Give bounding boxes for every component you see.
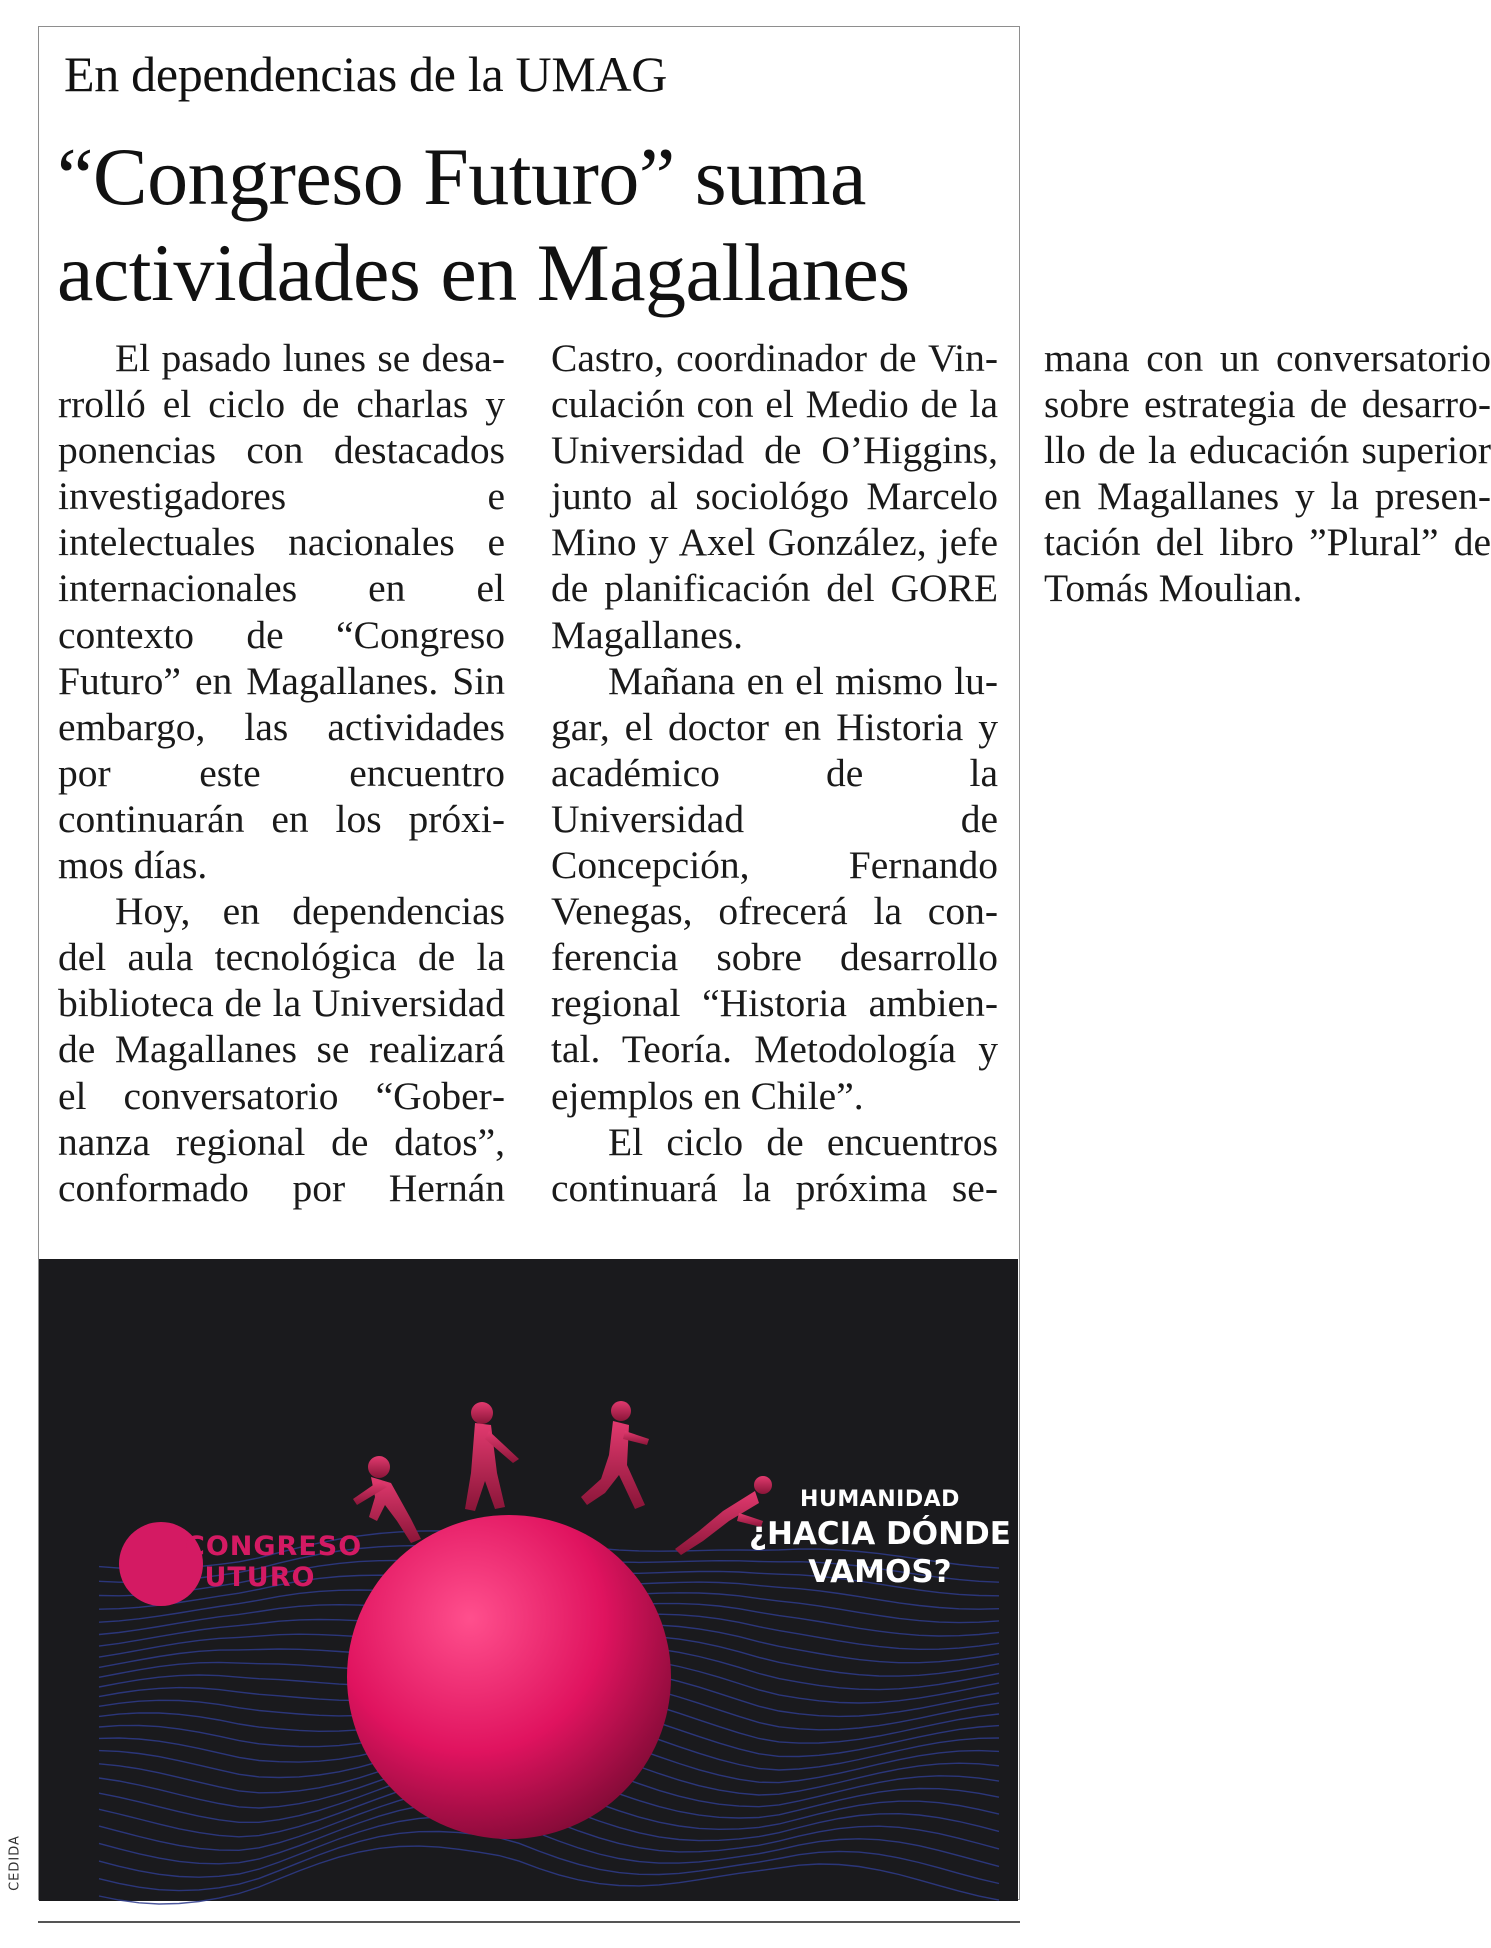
paragraph-3: Mañana en el mismo lugar, el doctor en Historia y académico de la Universidad de Concepción, Fernando Venegas, ofrecerá la conferencia sobre desarrollo regional “Historia ambiental. Teoría. Metodología y ejemplos en Chile”. [551,658,998,1118]
article-headline: “Congreso Futuro” suma actividades en Magallanes [57,131,910,318]
pink-sphere [347,1515,671,1839]
event-photo [39,1259,1018,1901]
bottom-rule [38,1921,1020,1923]
paragraph-1: El pasado lunes se desarrolló el ciclo de charlas y ponencias con destacados investigadores e intelectuales nacionales e internacionales en el contexto de “Congreso Futuro” en Magallanes. Sin embargo, las actividades por este encuentro continuarán en los próximos días. [58,336,505,888]
slogan-line-3: VAMOS? [808,1554,952,1590]
paragraph-4: El ciclo de encuentros continuará la próxima semana con un conversatorio sobre estrategia de desarrollo de la educación superior en Magallanes y la presentación del libro ”Plural” de Tomás Moulian. [551,336,1491,1210]
photo-credit-text: CEDIDA [7,1835,23,1891]
slogan-line-2: ¿HACIA DÓNDE [749,1516,1011,1552]
article-kicker: En dependencias de la UMAG [64,46,668,102]
slogan-line-1: HUMANIDAD [800,1487,960,1512]
logo-line-2: FUTURO [185,1562,316,1593]
paragraph-2: Hoy, en dependencias del aula tecnológica de la biblioteca de la Universidad de Magallanes se realizará el conversatorio “Gobernanza regional de datos”, conformado por Hernán Castro, coordinador de Vinculación con el Medio de la Universidad de O’Higgins, junto al sociológo Marcelo Mino y Axel González, jefe de planificación del GORE Magallanes. [58,336,998,1210]
logo-line-1: CONGRESO [185,1531,363,1562]
wave-line [99,1832,999,1891]
photo-credit [0,1835,30,1891]
congreso-futuro-logo [185,1531,362,1593]
article-frame [38,26,1491,1900]
event-slogan [749,1485,1011,1591]
article-body [58,335,1491,1255]
